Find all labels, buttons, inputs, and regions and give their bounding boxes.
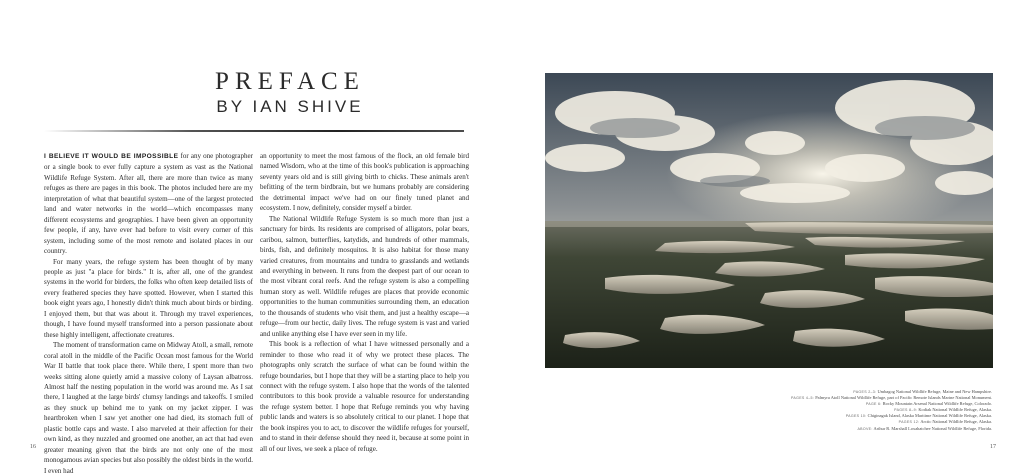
page-title: PREFACE	[215, 68, 365, 95]
caption-line: ABOVE: Arthur R. Marshall Loxahatchee National Wildlife Refuge, Florida.	[857, 425, 992, 431]
paragraph: This book is a reflection of what I have witnessed personally and a reminder to those who read it of why we protect these places. The photographs only scratch the surface of what can be found within the refuge boundaries, but I hope that they will be a starting place to help you connect with the refuge system. I also hope that the words of the talented contributors to this book provide a valuable resource for understanding the refuge system better. I hope that Refuge reminds you why having public lands and waters is so absolutely critical to our planet. I hope that the book inspires you to act, to discover the wildlife refuges for yourself, and to stand in their defense should they need it, because at some point in all of our lives, we seek a place of refuge.	[260, 340, 469, 453]
caption-line: PAGE 6: Rocky Mountain Arsenal National Wildlife Refuge, Colorado.	[865, 401, 992, 407]
paragraph: an opportunity to meet the most famous of the flock, an old female bird named Wisdom, who at the time of this book's publication is approaching seventy years old and is still giving birth to chicks. These animals aren't befitting of the term birdbrain, but we humans probably are considering the detrimental impact we've had on our finely tuned planet and ecosystem. I now, definitely, consider myself a birder.	[260, 152, 469, 213]
page-number-left: 16	[30, 444, 36, 450]
paragraph: For many years, the refuge system has been thought of by many people as just "a place for birds." It is, after all, one of the grandest systems in the world for birders, the folks who often keep detailed lists of every feathered species they have spotted. However, when I started this book eight years ago, I honestly didn't think much about birds or birding. I enjoyed them, but that was about it. Through my travel experiences, though, I have found myself transformed into a person passionate about these highly intelligent, affectionate creatures.	[44, 257, 253, 339]
wetland-landscape-image	[545, 73, 993, 368]
paragraph-text: for any one photographer or a single book to ever fully capture a system as vast as the National Wildlife Refuge System. After all, there are more than twice as many refuges as there are pages in this book. The photos included here are my interpretation of what that beautiful system—one of the largest protected land and water networks in the world—which encompasses many different ecosystems and geographies. I have been given an opportunity few people, if any, have ever had before to visit every corner of this system, including some of the most remote and isolated places in our country.	[44, 152, 253, 256]
lead-in: I BELIEVE IT WOULD BE IMPOSSIBLE	[44, 153, 179, 160]
photo-captions	[690, 389, 992, 432]
paragraph	[44, 151, 253, 257]
paragraph: The National Wildlife Refuge System is so much more than just a sanctuary for birds. Its residents are comprised of alligators, polar bears, caribou, salmon, butterflies, katydids, and hundreds of other mammals, birds, fish, and definitely mosquitos. It is also habitat for those many varied creatures, from mountains and tundra to grasslands and wetlands and everything in between. It runs from the deepest part of our ocean to the most vibrant coral reefs. And the refuge system is also a compelling human story as well. Wildlife refuges are places that provide economic opportunities to the human communities surrounding them, an education to the thousands of students who visit them, and just a healthy escape—a refuge—from our hectic, daily lives. The refuge system is vast and varied and unlike anything else I have ever seen in my life.	[260, 214, 469, 338]
text-column-right	[260, 151, 469, 454]
caption-line: PAGES 12: Arctic National Wildlife Refuge, Alaska.	[898, 419, 992, 425]
caption-line: PAGES 4–5: Palmyra Atoll National Wildlife Refuge, part of Pacific Remote Islands Marine National Monument.	[790, 395, 992, 401]
paragraph: The moment of transformation came on Midway Atoll, a small, remote coral atoll in the middle of the Pacific Ocean most famous for the World War II battle that took place there. While there, I spent more than two weeks sitting alone quietly amid a massive colony of Laysan albatross. Almost half the nesting population in the world was around me. As I sat there, I laughed at the large birds' clumsy landings and takeoffs. I smiled as they snuck up behind me to yank on my jacket zipper. I was heartbroken when I saw yet another one had died, its stomach full of plastic bottle caps and waste. I also marveled at their affection for their own kind, as they nuzzled and groomed one another, an act that had even greater meaning given that the birds are not only one of the most monogamous avian species but also possibly the oldest birds in the world. I even had	[44, 341, 254, 475]
caption-line: PAGES 8–9: Kodiak National Wildlife Refuge, Alaska.	[894, 407, 992, 413]
page-number-right: 17	[990, 444, 996, 450]
caption-line: PAGES 10: Chiginagak Island, Alaska Maritime National Wildlife Refuge, Alaska.	[845, 413, 992, 419]
caption-line: PAGES 2–3: Umbagog National Wildlife Refuge, Maine and New Hampshire.	[853, 389, 992, 394]
author-byline: BY IAN SHIVE	[216, 97, 364, 116]
title-rule	[44, 130, 464, 132]
text-column-left	[44, 151, 253, 476]
landscape-photo	[545, 73, 993, 368]
